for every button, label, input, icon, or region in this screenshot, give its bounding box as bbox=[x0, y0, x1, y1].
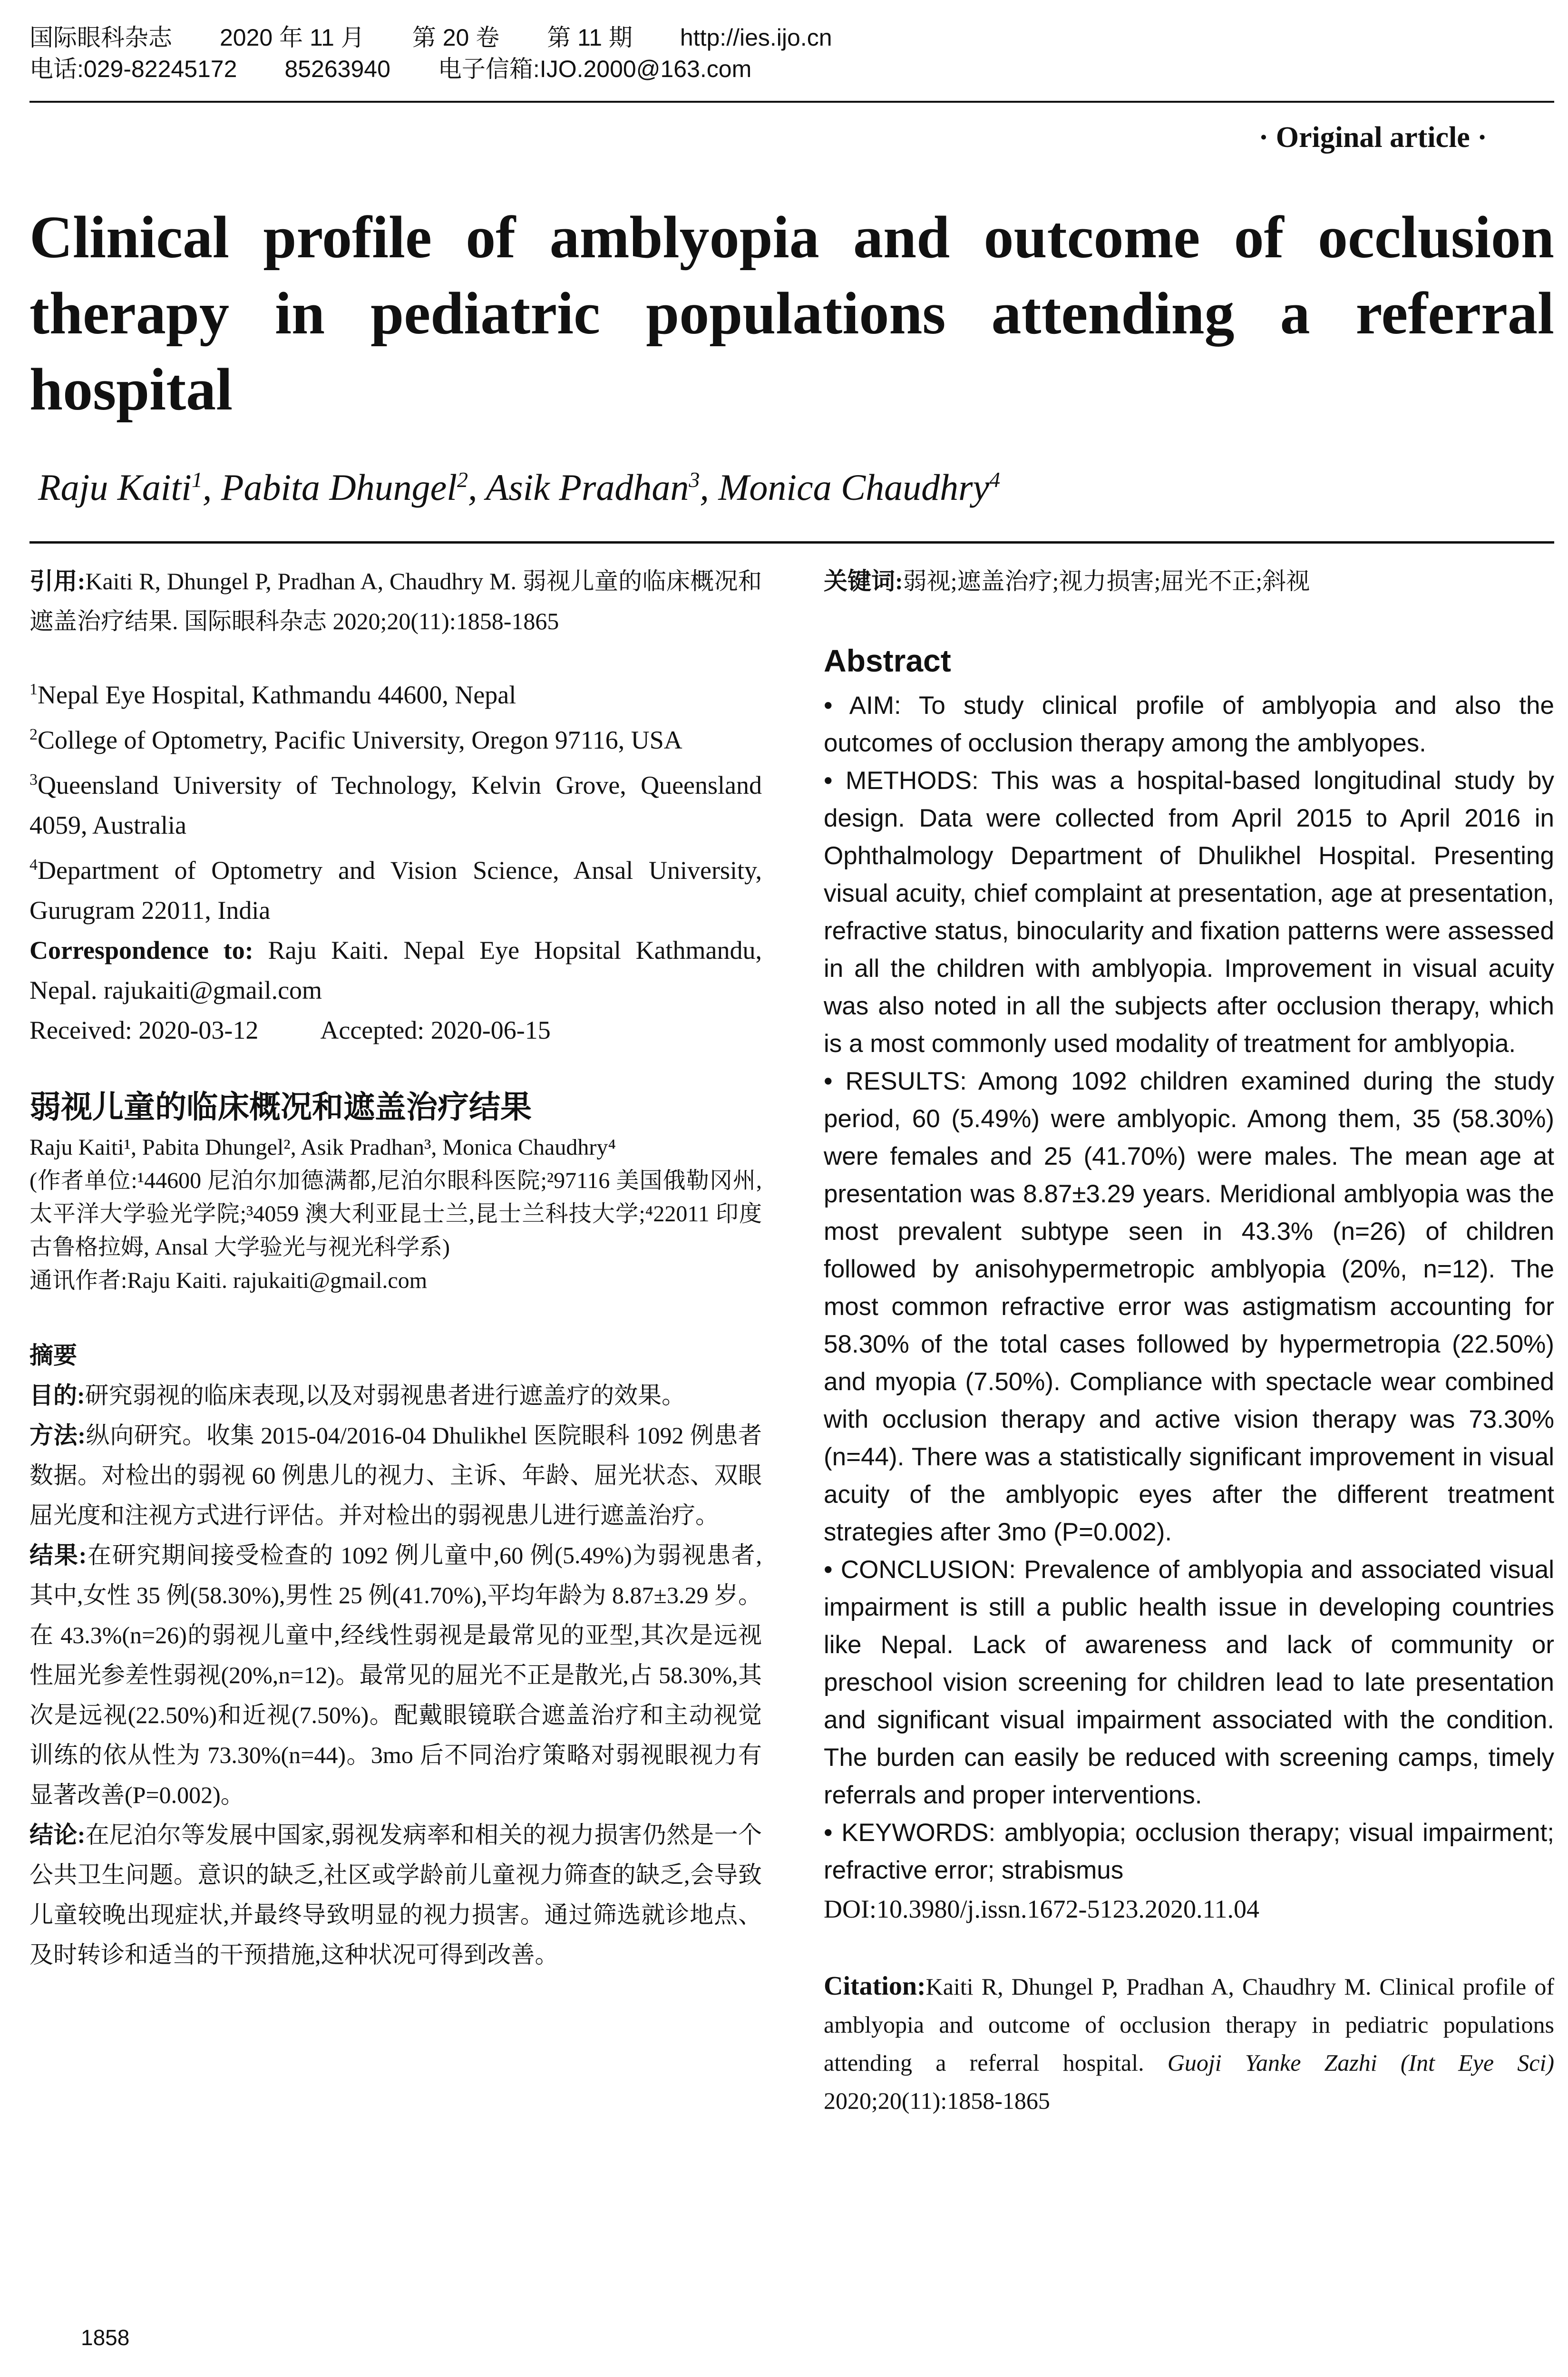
zh-authors: Raju Kaiti¹, Pabita Dhungel², Asik Pradhan³, Monica Chaudhry⁴ bbox=[29, 1135, 616, 1160]
affiliation-text: College of Optometry, Pacific University, Oregon 97116, USA bbox=[38, 726, 682, 754]
abstract-section bbox=[824, 1062, 1554, 1551]
issue: 第 11 期 bbox=[547, 24, 633, 51]
dates bbox=[29, 1010, 762, 1050]
abstract-label: • AIM: bbox=[824, 692, 901, 720]
affiliation-text: Nepal Eye Hospital, Kathmandu 44600, Nepal bbox=[38, 681, 516, 709]
phone-1: 电话:029-82245172 bbox=[29, 56, 237, 82]
right-column bbox=[824, 561, 1554, 2120]
zh-section-text: 在研究期间接受检查的 1092 例儿童中,60 例(5.49%)为弱视患者,其中,女性 35 例(58.30%),男性 25 例(41.70%),平均年龄为 8.87±3.29 岁。在 43.3%(n=26)的弱视儿童中,经线性弱视是最常见的亚型,其次是远视性屈光参差性弱视(20%,n=12)。最常见的屈光不正是散光,占 58.30%,其次是远视(22.50%)和近视(7.50%)。配戴眼镜联合遮盖治疗和主动视觉训练的依从性为 73.30%(n=44)。3mo 后不同治疗策略对弱视眼视力有显著改善(P=0.002)。 bbox=[29, 1542, 762, 1808]
correspondence-label: Correspondence to: bbox=[29, 936, 253, 964]
zh-section-label: 结果: bbox=[29, 1542, 87, 1568]
affiliation-sup: 3 bbox=[29, 771, 38, 789]
affiliation bbox=[29, 715, 762, 760]
article-type: · Original article · bbox=[1258, 121, 1487, 154]
abstract-text: This was a hospital-based longitudinal study by design. Data were collected from April 2015 to April 2016 in Ophthalmology Department of Dhulikhel Hospital. Presenting visual acuity, chief complaint at presentation, age at presentation, refractive status, binocularity and fixation patterns were assessed in all the children with amblyopia. Improvement in visual acuity was also noted in all the subjects after occlusion therapy, which is a most commonly used modality of treatment for amblyopia. bbox=[824, 767, 1555, 1058]
author-list: Raju Kaiti$^1$, Pabita Dhungel$^2$, Asik Pradhan$^3$, Monica Chaudhry$^4$ bbox=[38, 467, 1001, 508]
abstract-heading: Abstract bbox=[824, 643, 951, 678]
zh-keywords-text: 弱视;遮盖治疗;视力损害;屈光不正;斜视 bbox=[903, 568, 1310, 594]
zh-correspondence: 通讯作者:Raju Kaiti. rajukaiti@gmail.com bbox=[29, 1268, 428, 1293]
article-title: Clinical profile of amblyopia and outcome of occlusion therapy in pediatric populations attending a referral hospital bbox=[29, 205, 1554, 423]
abstract-text: amblyopia; occlusion therapy; visual impairment; refractive error; strabismus bbox=[824, 1819, 1554, 1884]
zh-title: 弱视儿童的临床概况和遮盖治疗结果 bbox=[29, 1089, 532, 1125]
correspondence bbox=[29, 930, 762, 1010]
affiliation bbox=[29, 845, 762, 930]
zh-section-label: 目的: bbox=[29, 1382, 85, 1409]
main-rule bbox=[29, 541, 1554, 544]
affiliation-sup: 2 bbox=[29, 726, 38, 743]
abstract-section bbox=[824, 687, 1554, 762]
abstract-text: Among 1092 children examined during the study period, 60 (5.49%) were amblyopic. Among them, 35 (58.30%) were females and 25 (41.70%) were males. The mean age at presentation was 8.87±3.29 years. Meridional amblyopia was the most prevalent subtype seen in 43.3% (n=26) of children followed by anisohypermetropic amblyopia (20%, n=12). The most common refractive error was astigmatism accounting for 58.30% of the total cases followed by hypermetropia (22.50%) and myopia (7.50%). Compliance with spectacle wear combined with occlusion therapy and active vision therapy was 73.30% (n=44). There was a statistically significant improvement in visual acuity of the amblyopic eyes after the different treatment strategies after 3mo (P=0.002). bbox=[824, 1067, 1554, 1546]
header-row-1 bbox=[29, 22, 1551, 53]
author-sup: 2 bbox=[457, 468, 468, 492]
abstract-text: Prevalence of amblyopia and associated visual impairment is still a public health issue in developing countries like Nepal. Lack of awareness and lack of community or preschool vision screening for children lead to late presentation and significant visual impairment associated with the condition. The burden can easily be reduced with screening camps, timely referrals and proper interventions. bbox=[824, 1556, 1554, 1809]
doi[interactable]: DOI:10.3980/j.issn.1672-5123.2020.11.04 bbox=[824, 1895, 1259, 1923]
journal-name: 国际眼科杂志 bbox=[29, 24, 172, 51]
zh-section-label: 方法: bbox=[29, 1422, 86, 1449]
phone-2: 85263940 bbox=[284, 56, 390, 82]
zh-abstract-section bbox=[29, 1375, 762, 1415]
correspondence-text: Raju Kaiti. Nepal Eye Hopsital Kathmandu, Nepal. rajukaiti@gmail.com bbox=[29, 936, 762, 1004]
zh-abstract-section bbox=[29, 1415, 762, 1535]
abstract-label: • RESULTS: bbox=[824, 1067, 967, 1095]
cite-zh-text: Kaiti R, Dhungel P, Pradhan A, Chaudhry M. 弱视儿童的临床概况和遮盖治疗结果. 国际眼科杂志 2020;20(11):1858-1865 bbox=[29, 568, 762, 634]
affiliation bbox=[29, 670, 762, 715]
journal-header bbox=[29, 22, 1551, 85]
author-name: Monica Chaudhry bbox=[718, 467, 990, 508]
citation-label: Citation: bbox=[824, 1971, 926, 2001]
affiliation-sup: 1 bbox=[29, 681, 38, 698]
author-name: Pabita Dhungel bbox=[221, 467, 457, 508]
abstract-section bbox=[824, 762, 1554, 1062]
author-sup: 4 bbox=[989, 468, 1001, 492]
header-row-2 bbox=[29, 53, 1551, 85]
author-name: Asik Pradhan bbox=[486, 467, 689, 508]
zh-abstract-heading: 摘要 bbox=[29, 1342, 77, 1369]
accepted-date: Accepted: 2020-06-15 bbox=[320, 1016, 551, 1044]
page-number: 1858 bbox=[81, 2325, 130, 2350]
journal-email[interactable]: 电子信箱:IJO.2000@163.com bbox=[438, 56, 752, 82]
issue-date: 2020 年 11 月 bbox=[220, 24, 365, 51]
abstract-label: • KEYWORDS: bbox=[824, 1819, 996, 1847]
affiliation-text: Queensland University of Technology, Kelvin Grove, Queensland 4059, Australia bbox=[29, 771, 762, 839]
citation-tail: 2020;20(11):1858-1865 bbox=[824, 2087, 1050, 2114]
journal-url[interactable]: http://ies.ijo.cn bbox=[680, 24, 832, 51]
zh-keywords bbox=[824, 561, 1554, 601]
zh-section-text: 纵向研究。收集 2015-04/2016-04 Dhulikhel 医院眼科 1092 例患者数据。对检出的弱视 60 例患儿的视力、主诉、年龄、屈光状态、双眼屈光度和注视方式进行评估。并对检出的弱视患儿进行遮盖治疗。 bbox=[29, 1422, 762, 1529]
zh-section-text: 在尼泊尔等发展中国家,弱视发病率和相关的视力损害仍然是一个公共卫生问题。意识的缺乏,社区或学龄前儿童视力筛查的缺乏,会导致儿童较晚出现症状,并最终导致明显的视力损害。通过筛选就诊地点、及时转诊和适当的干预措施,这种状况可得到改善。 bbox=[29, 1822, 762, 1968]
affiliation-sup: 4 bbox=[29, 856, 38, 874]
volume: 第 20 卷 bbox=[412, 24, 500, 51]
zh-abstract-section bbox=[29, 1815, 762, 1975]
cite-zh bbox=[29, 561, 762, 641]
citation-text: Kaiti R, Dhungel P, Pradhan A, Chaudhry M. Clinical profile of amblyopia and outcome of occlusion therapy in pediatric populations attending a referral hospital. bbox=[824, 1973, 1554, 2076]
affiliation-text: Department of Optometry and Vision Science, Ansal University, Gurugram 22011, India bbox=[29, 856, 762, 925]
zh-keywords-label: 关键词: bbox=[824, 568, 903, 594]
author-name: Raju Kaiti bbox=[38, 467, 192, 508]
citation-journal: Guoji Yanke Zazhi (Int Eye Sci) bbox=[1167, 2049, 1554, 2076]
author-sup: 1 bbox=[191, 468, 203, 492]
abstract-label: • METHODS: bbox=[824, 767, 979, 795]
zh-section-text: 研究弱视的临床表现,以及对弱视患者进行遮盖疗的效果。 bbox=[85, 1382, 686, 1409]
zh-affiliations: (作者单位:¹44600 尼泊尔加德满都,尼泊尔眼科医院;²97116 美国俄勒冈州,太平洋大学验光学院;³4059 澳大利亚昆士兰,昆士兰科技大学;⁴22011 印度古鲁格拉姆, Ansal 大学验光与视光科学系) bbox=[29, 1168, 762, 1260]
zh-section-label: 结论: bbox=[29, 1822, 86, 1848]
author-sup: 3 bbox=[689, 468, 700, 492]
received-date: Received: 2020-03-12 bbox=[29, 1016, 259, 1044]
abstract-label: • CONCLUSION: bbox=[824, 1556, 1016, 1584]
abstract-section bbox=[824, 1551, 1554, 1814]
header-rule bbox=[29, 101, 1554, 103]
affiliation bbox=[29, 760, 762, 845]
citation bbox=[824, 1967, 1554, 2120]
zh-abstract-section bbox=[29, 1535, 762, 1815]
left-column bbox=[29, 561, 762, 1975]
abstract-section bbox=[824, 1814, 1554, 1889]
abstract-text: To study clinical profile of amblyopia and also the outcomes of occlusion therapy among the amblyopes. bbox=[824, 692, 1554, 757]
cite-zh-label: 引用: bbox=[29, 568, 86, 594]
